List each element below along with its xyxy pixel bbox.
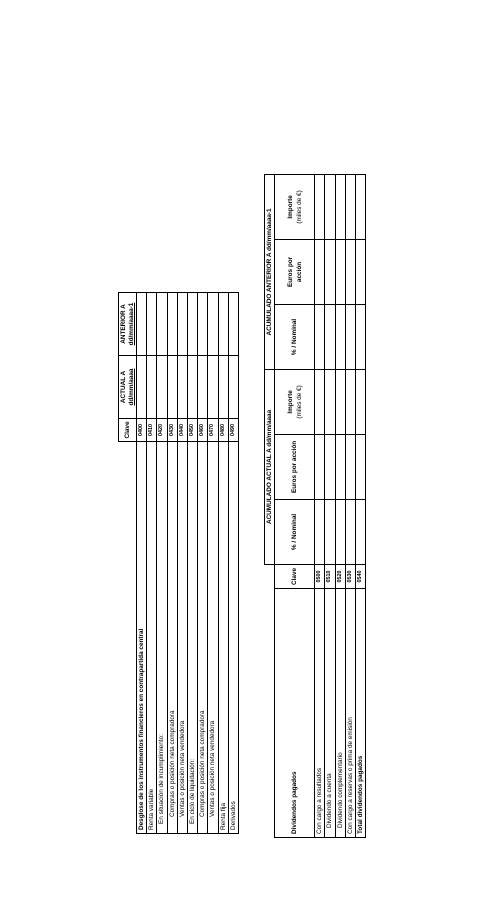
row-key: 0410: [147, 419, 157, 442]
row-key: 0470: [208, 419, 218, 442]
actual-header-line2: dd/mm/aaaa: [127, 368, 135, 406]
value-cell-actual: [147, 356, 157, 419]
value-cell-anterior: [167, 293, 177, 356]
row-key: 0450: [188, 419, 198, 442]
importe-sub: (miles de €): [295, 385, 303, 419]
value-cell-anterior: [177, 293, 187, 356]
row-key: 0500: [315, 564, 325, 588]
table-header-row: [119, 293, 137, 834]
actual-header: [119, 356, 137, 419]
row-label: Compras o posición neta compradora: [198, 442, 208, 834]
importe-header-actual: [275, 369, 315, 434]
importe-header-anterior: [275, 174, 315, 239]
value-cell-anterior: [157, 293, 167, 356]
value-cell-actual: [157, 356, 167, 419]
row-label: Ventas o posición neta vendedora: [177, 442, 187, 834]
table-row: [335, 174, 345, 837]
row-key: 0400: [137, 419, 147, 442]
table-row: [315, 174, 325, 837]
table-row: [188, 293, 198, 834]
row-key: 0530: [345, 564, 355, 588]
table-row: [325, 174, 335, 837]
importe-sub: (miles de €): [295, 190, 303, 224]
dividends-title: Dividendos pagados: [275, 589, 315, 838]
table-row: [228, 293, 238, 834]
value-cell-anterior: [218, 293, 228, 356]
row-label: En situación de incumplimiento:: [157, 442, 167, 834]
row-key: 0510: [325, 564, 335, 588]
row-label: Ventas o posición neta vendedora: [208, 442, 218, 834]
row-key: 0520: [335, 564, 345, 588]
value-cell-actual: [228, 356, 238, 419]
table-row: [147, 293, 157, 834]
dividends-table: [264, 174, 366, 838]
actual-header-line1: ACTUAL A: [120, 370, 127, 404]
value-cell-actual: [137, 356, 147, 419]
value-cell-anterior: [188, 293, 198, 356]
row-label: Dividendo a cuenta: [325, 589, 335, 838]
euros-ant-line2: acción: [295, 261, 303, 283]
value-cell-anterior: [208, 293, 218, 356]
row-label: Desglose de los instrumentos financieros en contrapartida central: [137, 442, 147, 834]
euros-header-anterior: [275, 239, 315, 304]
table-row: [137, 293, 147, 834]
euros-header-actual: Euros por acción: [275, 434, 315, 499]
clave-header: Clave: [275, 564, 315, 588]
table-row: [218, 293, 228, 834]
clave-header: Clave: [119, 419, 137, 442]
row-key: 0430: [167, 419, 177, 442]
value-cell-anterior: [137, 293, 147, 356]
group-actual-header: ACUMULADO ACTUAL A dd/mm/aaaa: [265, 369, 275, 564]
value-cell-anterior: [198, 293, 208, 356]
row-key: 0480: [218, 419, 228, 442]
euros-ant-line1: Euros por: [286, 256, 294, 288]
table-row: [208, 293, 218, 834]
nominal-header-actual: % / Nominal: [275, 499, 315, 564]
column-header-row: [275, 174, 315, 837]
row-label: Dividendo complementario: [335, 589, 345, 838]
row-label: Derivados: [228, 442, 238, 834]
value-cell-actual: [208, 356, 218, 419]
row-label: Renta fija: [218, 442, 228, 834]
value-cell-anterior: [147, 293, 157, 356]
table-row: [345, 174, 355, 837]
row-key: 0440: [177, 419, 187, 442]
table-row: [356, 174, 366, 837]
row-label: En ciclo de liquidación:: [188, 442, 198, 834]
row-label: Total dividendos pagados: [356, 589, 366, 838]
group-anterior-header: ACUMULADO ANTERIOR A dd/mm/aaaa-1: [265, 174, 275, 369]
row-key: 0460: [198, 419, 208, 442]
value-cell-actual: [167, 356, 177, 419]
nominal-header-anterior: % / Nominal: [275, 304, 315, 369]
row-label: Con cargo a resultados: [315, 589, 325, 838]
row-key: 0420: [157, 419, 167, 442]
value-cell-actual: [198, 356, 208, 419]
row-label: Con cargo a reservas o prima de emisión: [345, 589, 355, 838]
value-cell-actual: [218, 356, 228, 419]
value-cell-actual: [188, 356, 198, 419]
row-label: Compras o posición neta compradora: [167, 442, 177, 834]
row-key: 0540: [356, 564, 366, 588]
table-row: [177, 293, 187, 834]
importe-label: Importe: [286, 390, 294, 414]
anterior-header: [119, 293, 137, 356]
group-header-row: [265, 174, 275, 837]
importe-label: Importe: [286, 195, 294, 219]
row-label: Renta variable: [147, 442, 157, 834]
table-row: [157, 293, 167, 834]
anterior-header-line1: ANTERIOR A: [120, 304, 127, 344]
cc-instruments-table: [118, 292, 239, 834]
row-key: 0490: [228, 419, 238, 442]
table-row: [198, 293, 208, 834]
value-cell-anterior: [228, 293, 238, 356]
anterior-header-line2: dd/mm/aaaa-1: [127, 302, 135, 346]
value-cell-actual: [177, 356, 187, 419]
table-row: [167, 293, 177, 834]
